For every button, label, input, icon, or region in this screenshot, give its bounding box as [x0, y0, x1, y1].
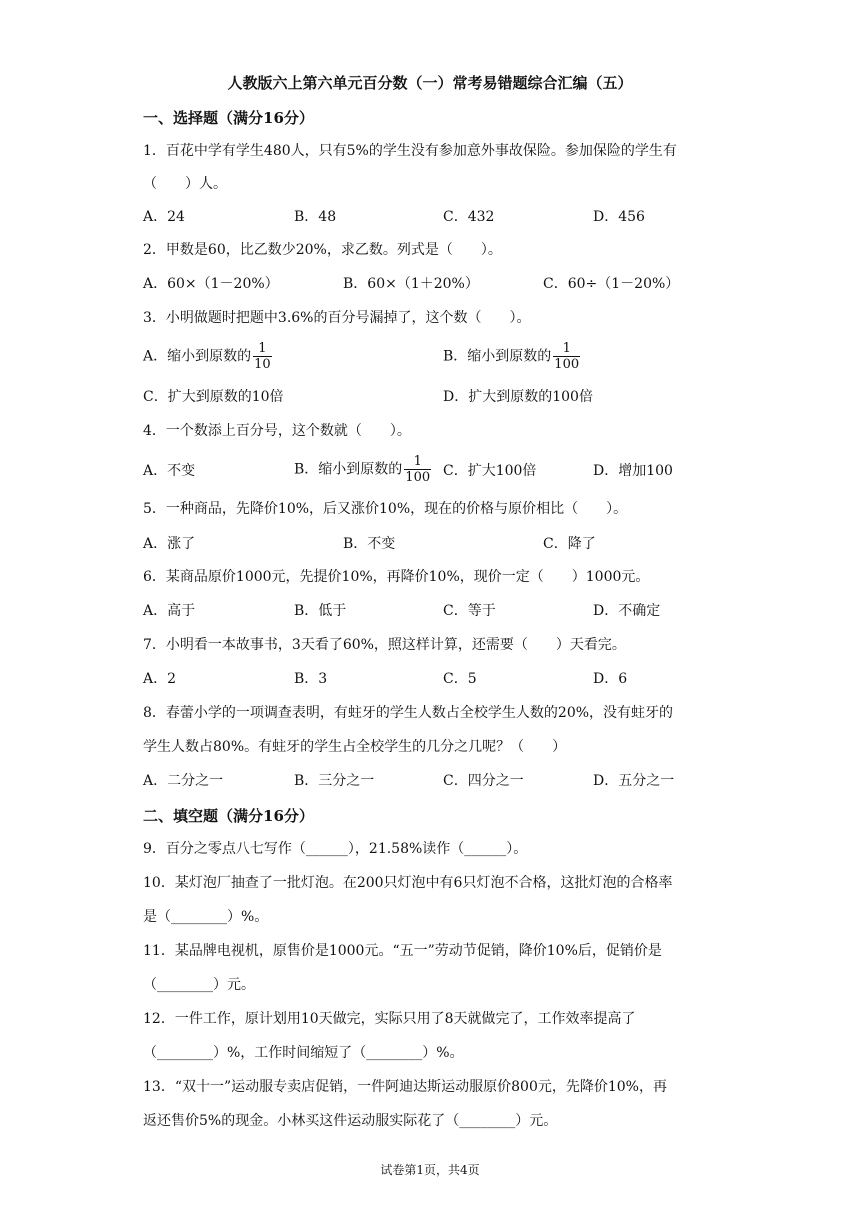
- q5-option-a: A．涨了: [143, 536, 196, 552]
- fraction-numerator: 1: [253, 341, 272, 357]
- question-7: 7．小明看一本故事书，3天看了60%，照这样计算，还需要（ ）天看完。: [143, 637, 626, 653]
- section-heading-fill-blank: 二、填空题（满分16分）: [143, 807, 314, 825]
- q8-option-a: A．二分之一: [143, 773, 224, 789]
- question-1-line-2: （ ）人。: [143, 176, 227, 192]
- q3-option-c: C．扩大到原数的10倍: [143, 389, 284, 405]
- q2-option-b: B．60×（1＋20%）: [343, 276, 479, 292]
- question-13-line-2: 返还售价5%的现金。小林买这件运动服实际花了（________）元。: [143, 1113, 558, 1129]
- question-9: 9．百分之零点八七写作（______），21.58%读作（______）。: [143, 841, 528, 857]
- q6-option-a: A．高于: [143, 603, 196, 619]
- q7-option-a: A．2: [143, 671, 177, 687]
- question-11-line-2: （________）元。: [143, 977, 255, 993]
- section-heading-choice: 一、选择题（满分16分）: [143, 109, 314, 127]
- page-footer: 试卷第1页，共4页: [380, 1163, 480, 1177]
- fraction-one-hundredth: [553, 341, 580, 372]
- q6-option-c: C．等于: [443, 603, 496, 619]
- question-6: 6．某商品原价1000元，先提价10%，再降价10%，现价一定（ ）1000元。: [143, 569, 650, 585]
- fraction-one-hundredth: [404, 454, 431, 485]
- q5-option-b: B．不变: [343, 536, 396, 552]
- q1-option-b: B．48: [294, 209, 337, 225]
- q8-option-b: B．三分之一: [294, 773, 375, 789]
- fraction-denominator: 100: [554, 357, 580, 372]
- q5-option-c: C．降了: [543, 536, 596, 552]
- question-2: 2．甲数是60，比乙数少20%，求乙数。列式是（ ）。: [143, 242, 502, 258]
- q7-option-b: B．3: [294, 671, 328, 687]
- q2-option-a: A．60×（1－20%）: [143, 276, 279, 292]
- q6-option-b: B．低于: [294, 603, 347, 619]
- q3-option-d: D．扩大到原数的100倍: [443, 389, 593, 405]
- page-title: 人教版六上第六单元百分数（一）常考易错题综合汇编（五）: [227, 74, 633, 92]
- question-11-line-1: 11．某品牌电视机，原售价是1000元。“五一”劳动节促销，降价10%后，促销价是: [143, 943, 662, 959]
- q3-option-b-label: B．缩小到原数的: [443, 348, 552, 365]
- q4-option-b: [294, 454, 431, 485]
- question-10-line-1: 10．某灯泡厂抽查了一批灯泡。在200只灯泡中有6只灯泡不合格，这批灯泡的合格率: [143, 875, 673, 891]
- fraction-denominator: 100: [405, 470, 431, 485]
- q4-option-a: A．不变: [143, 463, 196, 479]
- q4-option-d: D．增加100: [593, 463, 673, 479]
- q8-option-c: C．四分之一: [443, 773, 524, 789]
- q3-option-a: [143, 341, 272, 372]
- question-12-line-2: （________）%，工作时间缩短了（________）%。: [143, 1045, 464, 1061]
- q1-option-d: D．456: [593, 209, 645, 225]
- question-10-line-2: 是（________）%。: [143, 909, 269, 925]
- question-8-line-2: 学生人数占80%。有蛀牙的学生占全校学生的几分之几呢？（ ）: [143, 739, 567, 755]
- question-8-line-1: 8．春蕾小学的一项调查表明，有蛀牙的学生人数占全校学生人数的20%，没有蛀牙的: [143, 705, 674, 721]
- question-5: 5．一种商品，先降价10%，后又涨价10%，现在的价格与原价相比（ ）。: [143, 501, 628, 517]
- fraction-numerator: 1: [553, 341, 580, 357]
- fraction-denominator: 10: [254, 357, 271, 372]
- question-12-line-1: 12．一件工作，原计划用10天做完，实际只用了8天就做完了，工作效率提高了: [143, 1011, 636, 1027]
- q7-option-c: C．5: [443, 671, 477, 687]
- question-1-line-1: 1．百花中学有学生480人，只有5%的学生没有参加意外事故保险。参加保险的学生有: [143, 143, 677, 159]
- q8-option-d: D．五分之一: [593, 773, 675, 789]
- q4-option-c: C．扩大100倍: [443, 463, 537, 479]
- q2-option-c: C．60÷（1－20%）: [543, 276, 680, 292]
- question-4: 4．一个数添上百分号，这个数就（ ）。: [143, 423, 411, 439]
- q1-option-a: A．24: [143, 209, 185, 225]
- question-13-line-1: 13．“双十一”运动服专卖店促销，一件阿迪达斯运动服原价800元，先降价10%，再: [143, 1079, 667, 1095]
- q3-option-b: [443, 341, 580, 372]
- q4-option-b-label: B．缩小到原数的: [294, 461, 403, 478]
- q7-option-d: D．6: [593, 671, 628, 687]
- q6-option-d: D．不确定: [593, 603, 661, 619]
- fraction-numerator: 1: [404, 454, 431, 470]
- fraction-one-tenth: [253, 341, 272, 372]
- q1-option-c: C．432: [443, 209, 495, 225]
- question-3: 3．小明做题时把题中3.6%的百分号漏掉了，这个数（ ）。: [143, 310, 531, 326]
- q3-option-a-label: A．缩小到原数的: [143, 348, 252, 365]
